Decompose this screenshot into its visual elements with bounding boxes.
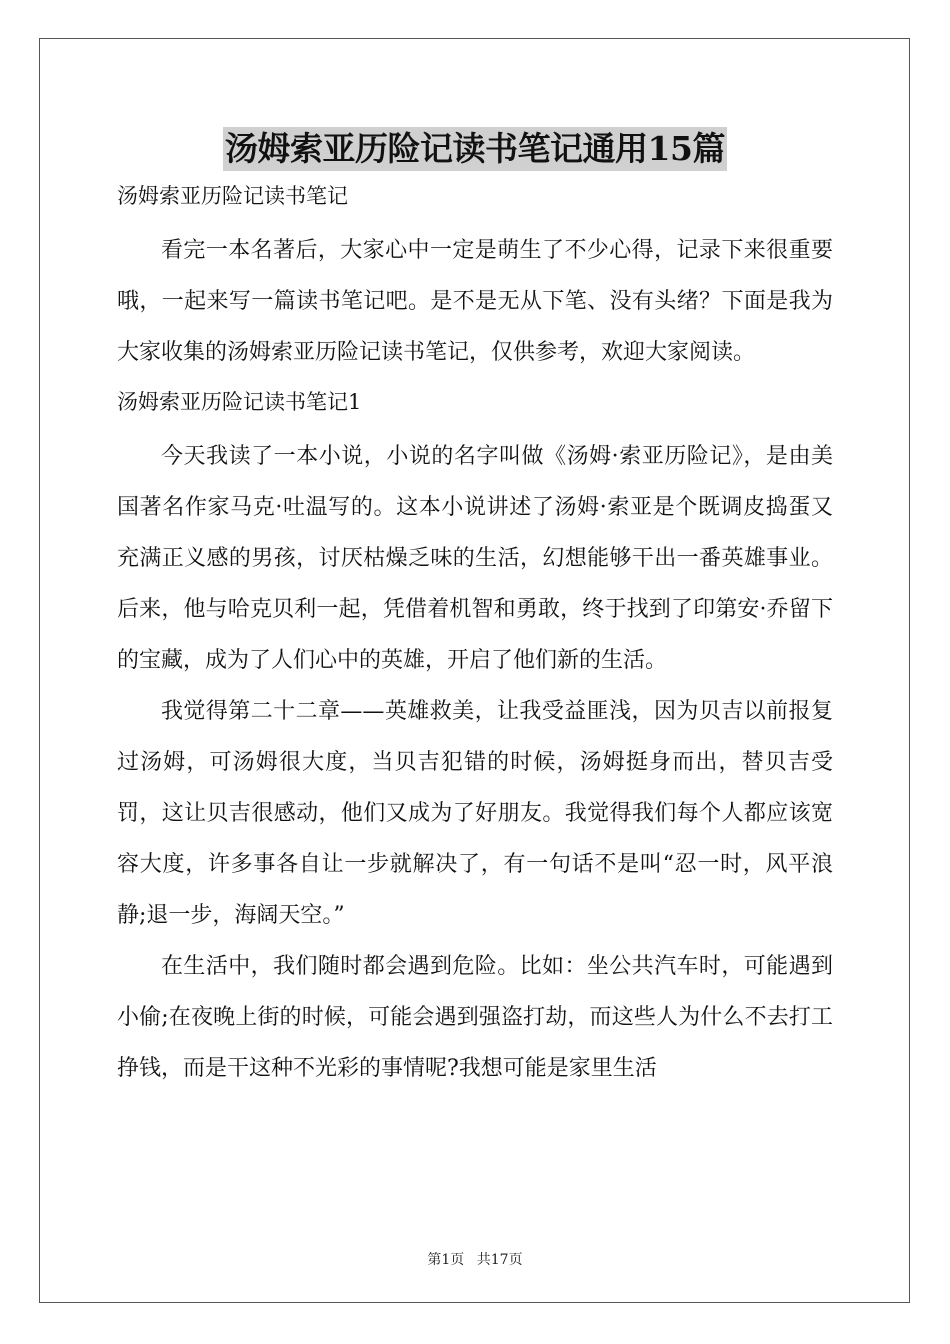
intro-heading: 汤姆索亚历险记读书笔记	[117, 184, 348, 208]
document-body	[117, 126, 833, 1094]
body-paragraph-2: 我觉得第二十二章——英雄救美，让我受益匪浅，因为贝吉以前报复过汤姆，可汤姆很大度，当贝吉犯错的时候，汤姆挺身而出，替贝吉受罚，这让贝吉很感动，他们又成为了好朋友。我觉得我们每个人都应该宽容大度，许多事各自让一步就解决了，有一句话不是叫“忍一时，风平浪静;退一步，海阔天空。”	[117, 699, 833, 928]
page-total: 共17页	[476, 1252, 523, 1268]
intro-paragraph: 看完一本名著后，大家心中一定是萌生了不少心得，记录下来很重要哦，一起来写一篇读书笔记吧。是不是无从下笔、没有头绪？下面是我为大家收集的汤姆索亚历险记读书笔记，仅供参考，欢迎大家阅读。	[117, 238, 833, 365]
section-heading: 汤姆索亚历险记读书笔记1	[117, 390, 362, 414]
body-paragraph-3: 在生活中，我们随时都会遇到危险。比如：坐公共汽车时，可能遇到小偷;在夜晚上街的时候，可能会遇到强盗打劫，而这些人为什么不去打工挣钱，而是干这种不光彩的事情呢?我想可能是家里生活	[117, 954, 833, 1081]
document-title	[117, 126, 833, 172]
body-paragraph-1: 今天我读了一本小说，小说的名字叫做《汤姆·索亚历险记》，是由美国著名作家马克·吐温写的。这本小说讲述了汤姆·索亚是个既调皮捣蛋又充满正义感的男孩，讨厌枯燥乏味的生活，幻想能够干出一番英雄事业。后来，他与哈克贝利一起，凭借着机智和勇敢，终于找到了印第安·乔留下的宝藏，成为了人们心中的英雄，开启了他们新的生活。	[117, 444, 833, 673]
page-number: 第1页	[427, 1252, 465, 1268]
document-title-text: 汤姆索亚历险记读书笔记通用15篇	[223, 127, 727, 171]
page-footer	[0, 1249, 950, 1269]
